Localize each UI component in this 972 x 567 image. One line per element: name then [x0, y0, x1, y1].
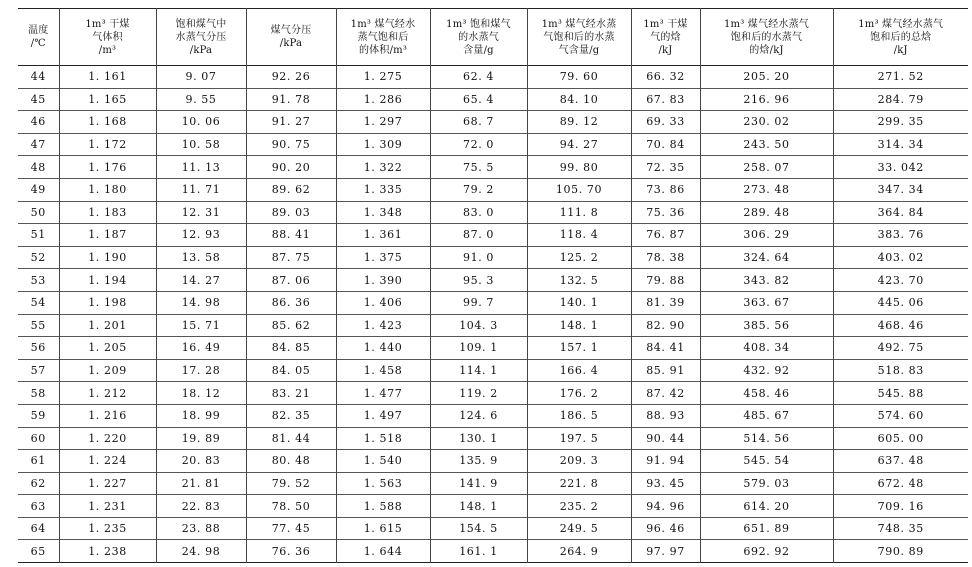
cell-vapor-enthalpy: 324. 64: [700, 246, 833, 269]
cell-vapor-partial-pressure: 11. 71: [156, 178, 246, 201]
cell-dry-gas-volume: 1. 183: [59, 201, 156, 224]
header-vapor-content-saturated: 1m³ 饱和煤气 的水蒸气 含量/g: [430, 9, 527, 66]
cell-dry-gas-volume: 1. 201: [59, 314, 156, 337]
cell-vapor-enthalpy: 485. 67: [700, 404, 833, 427]
cell-dry-gas-enthalpy: 73. 86: [631, 178, 700, 201]
cell-vapor-partial-pressure: 15. 71: [156, 314, 246, 337]
cell-vapor-partial-pressure: 12. 93: [156, 224, 246, 247]
cell-vapor-partial-pressure: 14. 27: [156, 269, 246, 292]
cell-gas-partial-pressure: 84. 05: [246, 359, 336, 382]
table-row: [18, 359, 968, 382]
cell-vapor-content-saturated: 109. 1: [430, 337, 527, 360]
cell-dry-gas-enthalpy: 66. 32: [631, 66, 700, 89]
header-vapor-partial-pressure: 饱和煤气中 水蒸气分压 /kPa: [156, 9, 246, 66]
cell-dry-gas-enthalpy: 91. 94: [631, 450, 700, 473]
cell-vapor-content-saturated: 161. 1: [430, 540, 527, 563]
cell-total-enthalpy: 545. 88: [833, 382, 968, 405]
cell-dry-gas-volume: 1. 224: [59, 450, 156, 473]
table-row: [18, 404, 968, 427]
cell-dry-gas-volume: 1. 205: [59, 337, 156, 360]
cell-dry-gas-volume: 1. 220: [59, 427, 156, 450]
cell-total-enthalpy: 790. 89: [833, 540, 968, 563]
cell-gas-partial-pressure: 78. 50: [246, 495, 336, 518]
cell-vapor-partial-pressure: 11. 13: [156, 156, 246, 179]
cell-vapor-content-after: 148. 1: [527, 314, 631, 337]
gas-saturation-table: [18, 8, 968, 563]
cell-total-enthalpy: 672. 48: [833, 472, 968, 495]
cell-vapor-enthalpy: 579. 03: [700, 472, 833, 495]
cell-gas-partial-pressure: 87. 75: [246, 246, 336, 269]
header-saturated-volume: 1m³ 煤气经水 蒸气饱和后 的体积/m³: [336, 9, 430, 66]
cell-vapor-content-saturated: 75. 5: [430, 156, 527, 179]
cell-vapor-partial-pressure: 24. 98: [156, 540, 246, 563]
cell-vapor-partial-pressure: 9. 07: [156, 66, 246, 89]
cell-total-enthalpy: 605. 00: [833, 427, 968, 450]
cell-vapor-content-after: 249. 5: [527, 517, 631, 540]
cell-gas-partial-pressure: 76. 36: [246, 540, 336, 563]
cell-dry-gas-enthalpy: 76. 87: [631, 224, 700, 247]
cell-dry-gas-volume: 1. 238: [59, 540, 156, 563]
cell-dry-gas-volume: 1. 227: [59, 472, 156, 495]
cell-vapor-content-saturated: 141. 9: [430, 472, 527, 495]
cell-dry-gas-enthalpy: 79. 88: [631, 269, 700, 292]
cell-saturated-volume: 1. 615: [336, 517, 430, 540]
cell-total-enthalpy: 284. 79: [833, 88, 968, 111]
cell-saturated-volume: 1. 540: [336, 450, 430, 473]
cell-gas-partial-pressure: 81. 44: [246, 427, 336, 450]
cell-total-enthalpy: 445. 06: [833, 291, 968, 314]
cell-vapor-enthalpy: 216. 96: [700, 88, 833, 111]
cell-saturated-volume: 1. 477: [336, 382, 430, 405]
cell-dry-gas-volume: 1. 180: [59, 178, 156, 201]
cell-saturated-volume: 1. 335: [336, 178, 430, 201]
cell-saturated-volume: 1. 497: [336, 404, 430, 427]
cell-vapor-content-saturated: 68. 7: [430, 111, 527, 134]
cell-vapor-enthalpy: 545. 54: [700, 450, 833, 473]
table-row: [18, 495, 968, 518]
cell-dry-gas-volume: 1. 209: [59, 359, 156, 382]
cell-temperature: 49: [30, 183, 46, 197]
header-vapor-enthalpy: 1m³ 煤气经水蒸气 饱和后的水蒸气 的焓/kJ: [700, 9, 833, 66]
table-body: [18, 66, 968, 563]
cell-vapor-content-saturated: 114. 1: [430, 359, 527, 382]
cell-temperature: 50: [30, 205, 46, 219]
cell-dry-gas-enthalpy: 96. 46: [631, 517, 700, 540]
table-row: [18, 314, 968, 337]
cell-saturated-volume: 1. 348: [336, 201, 430, 224]
cell-vapor-enthalpy: 343. 82: [700, 269, 833, 292]
cell-dry-gas-volume: 1. 172: [59, 133, 156, 156]
cell-vapor-enthalpy: 363. 67: [700, 291, 833, 314]
cell-vapor-partial-pressure: 21. 81: [156, 472, 246, 495]
cell-vapor-content-saturated: 99. 7: [430, 291, 527, 314]
cell-vapor-enthalpy: 205. 20: [700, 66, 833, 89]
table-header: [18, 9, 968, 66]
cell-total-enthalpy: 299. 35: [833, 111, 968, 134]
cell-vapor-partial-pressure: 13. 58: [156, 246, 246, 269]
cell-gas-partial-pressure: 82. 35: [246, 404, 336, 427]
cell-vapor-content-saturated: 91. 0: [430, 246, 527, 269]
cell-gas-partial-pressure: 83. 21: [246, 382, 336, 405]
cell-vapor-content-after: 79. 60: [527, 66, 631, 89]
cell-temperature: 58: [30, 386, 46, 400]
cell-dry-gas-enthalpy: 67. 83: [631, 88, 700, 111]
cell-vapor-partial-pressure: 23. 88: [156, 517, 246, 540]
cell-saturated-volume: 1. 361: [336, 224, 430, 247]
cell-temperature: 65: [30, 544, 46, 558]
header-row: [18, 9, 968, 66]
cell-vapor-content-after: 221. 8: [527, 472, 631, 495]
cell-gas-partial-pressure: 77. 45: [246, 517, 336, 540]
table-row: [18, 178, 968, 201]
cell-dry-gas-volume: 1. 212: [59, 382, 156, 405]
cell-dry-gas-volume: 1. 190: [59, 246, 156, 269]
cell-total-enthalpy: 468. 46: [833, 314, 968, 337]
cell-vapor-content-saturated: 154. 5: [430, 517, 527, 540]
cell-saturated-volume: 1. 390: [336, 269, 430, 292]
cell-dry-gas-enthalpy: 90. 44: [631, 427, 700, 450]
cell-total-enthalpy: 271. 52: [833, 66, 968, 89]
cell-vapor-content-after: 84. 10: [527, 88, 631, 111]
cell-vapor-content-after: 140. 1: [527, 291, 631, 314]
cell-temperature: 56: [30, 341, 46, 355]
cell-dry-gas-volume: 1. 198: [59, 291, 156, 314]
cell-dry-gas-volume: 1. 176: [59, 156, 156, 179]
cell-gas-partial-pressure: 92. 26: [246, 66, 336, 89]
cell-dry-gas-enthalpy: 84. 41: [631, 337, 700, 360]
cell-total-enthalpy: 347. 34: [833, 178, 968, 201]
cell-total-enthalpy: 709. 16: [833, 495, 968, 518]
table-row: [18, 291, 968, 314]
cell-gas-partial-pressure: 89. 03: [246, 201, 336, 224]
cell-vapor-partial-pressure: 10. 58: [156, 133, 246, 156]
cell-vapor-content-saturated: 130. 1: [430, 427, 527, 450]
cell-vapor-partial-pressure: 22. 83: [156, 495, 246, 518]
cell-total-enthalpy: 637. 48: [833, 450, 968, 473]
cell-vapor-enthalpy: 385. 56: [700, 314, 833, 337]
cell-vapor-partial-pressure: 19. 89: [156, 427, 246, 450]
cell-dry-gas-volume: 1. 161: [59, 66, 156, 89]
cell-dry-gas-enthalpy: 75. 36: [631, 201, 700, 224]
table-row: [18, 246, 968, 269]
cell-gas-partial-pressure: 88. 41: [246, 224, 336, 247]
cell-vapor-partial-pressure: 12. 31: [156, 201, 246, 224]
cell-vapor-content-after: 132. 5: [527, 269, 631, 292]
cell-temperature: 57: [30, 364, 46, 378]
cell-total-enthalpy: 492. 75: [833, 337, 968, 360]
table-row: [18, 540, 968, 563]
table-row: [18, 517, 968, 540]
cell-vapor-content-saturated: 62. 4: [430, 66, 527, 89]
table-row: [18, 472, 968, 495]
cell-dry-gas-enthalpy: 93. 45: [631, 472, 700, 495]
cell-dry-gas-enthalpy: 81. 39: [631, 291, 700, 314]
cell-vapor-enthalpy: 306. 29: [700, 224, 833, 247]
cell-gas-partial-pressure: 87. 06: [246, 269, 336, 292]
cell-total-enthalpy: 423. 70: [833, 269, 968, 292]
cell-dry-gas-volume: 1. 231: [59, 495, 156, 518]
cell-vapor-content-after: 209. 3: [527, 450, 631, 473]
cell-dry-gas-enthalpy: 94. 96: [631, 495, 700, 518]
cell-dry-gas-volume: 1. 187: [59, 224, 156, 247]
cell-vapor-content-saturated: 65. 4: [430, 88, 527, 111]
cell-vapor-partial-pressure: 18. 99: [156, 404, 246, 427]
cell-temperature: 59: [30, 409, 46, 423]
cell-total-enthalpy: 748. 35: [833, 517, 968, 540]
cell-vapor-content-saturated: 95. 3: [430, 269, 527, 292]
header-vapor-content-after: 1m³ 煤气经水蒸 气饱和后的水蒸 气含量/g: [527, 9, 631, 66]
cell-total-enthalpy: 403. 02: [833, 246, 968, 269]
cell-vapor-partial-pressure: 9. 55: [156, 88, 246, 111]
cell-vapor-content-after: 176. 2: [527, 382, 631, 405]
table-row: [18, 269, 968, 292]
cell-saturated-volume: 1. 406: [336, 291, 430, 314]
cell-saturated-volume: 1. 440: [336, 337, 430, 360]
cell-dry-gas-enthalpy: 88. 93: [631, 404, 700, 427]
cell-temperature: 63: [30, 499, 46, 513]
cell-gas-partial-pressure: 90. 75: [246, 133, 336, 156]
cell-total-enthalpy: 574. 60: [833, 404, 968, 427]
cell-vapor-content-after: 235. 2: [527, 495, 631, 518]
cell-saturated-volume: 1. 423: [336, 314, 430, 337]
cell-saturated-volume: 1. 375: [336, 246, 430, 269]
header-temperature: 温度 /℃: [28, 25, 49, 49]
table-row: [18, 111, 968, 134]
cell-vapor-enthalpy: 243. 50: [700, 133, 833, 156]
cell-saturated-volume: 1. 644: [336, 540, 430, 563]
cell-temperature: 54: [30, 296, 46, 310]
table-row: [18, 427, 968, 450]
cell-gas-partial-pressure: 85. 62: [246, 314, 336, 337]
cell-vapor-content-after: 264. 9: [527, 540, 631, 563]
cell-saturated-volume: 1. 297: [336, 111, 430, 134]
cell-vapor-partial-pressure: 14. 98: [156, 291, 246, 314]
cell-dry-gas-enthalpy: 85. 91: [631, 359, 700, 382]
cell-dry-gas-volume: 1. 165: [59, 88, 156, 111]
table-row: [18, 201, 968, 224]
cell-vapor-enthalpy: 458. 46: [700, 382, 833, 405]
cell-vapor-content-after: 166. 4: [527, 359, 631, 382]
table-row: [18, 133, 968, 156]
cell-gas-partial-pressure: 84. 85: [246, 337, 336, 360]
cell-dry-gas-enthalpy: 78. 38: [631, 246, 700, 269]
header-dry-gas-volume: 1m³ 干煤 气体积 /m³: [59, 9, 156, 66]
cell-gas-partial-pressure: 91. 78: [246, 88, 336, 111]
table-row: [18, 156, 968, 179]
table-row: [18, 450, 968, 473]
cell-vapor-content-saturated: 83. 0: [430, 201, 527, 224]
cell-vapor-enthalpy: 692. 92: [700, 540, 833, 563]
cell-vapor-enthalpy: 651. 89: [700, 517, 833, 540]
cell-total-enthalpy: 33. 042: [833, 156, 968, 179]
cell-dry-gas-enthalpy: 72. 35: [631, 156, 700, 179]
cell-vapor-enthalpy: 289. 48: [700, 201, 833, 224]
cell-vapor-content-after: 89. 12: [527, 111, 631, 134]
cell-total-enthalpy: 364. 84: [833, 201, 968, 224]
cell-dry-gas-enthalpy: 70. 84: [631, 133, 700, 156]
table-row: [18, 224, 968, 247]
cell-total-enthalpy: 518. 83: [833, 359, 968, 382]
cell-vapor-content-after: 94. 27: [527, 133, 631, 156]
cell-dry-gas-volume: 1. 194: [59, 269, 156, 292]
cell-temperature: 60: [30, 431, 46, 445]
cell-vapor-partial-pressure: 10. 06: [156, 111, 246, 134]
cell-vapor-content-saturated: 72. 0: [430, 133, 527, 156]
cell-vapor-content-after: 157. 1: [527, 337, 631, 360]
cell-temperature: 64: [30, 522, 46, 536]
cell-vapor-content-after: 118. 4: [527, 224, 631, 247]
cell-vapor-enthalpy: 230. 02: [700, 111, 833, 134]
cell-gas-partial-pressure: 79. 52: [246, 472, 336, 495]
cell-temperature: 52: [30, 251, 46, 265]
cell-dry-gas-enthalpy: 97. 97: [631, 540, 700, 563]
cell-temperature: 47: [30, 138, 46, 152]
cell-temperature: 51: [30, 228, 46, 242]
cell-vapor-content-saturated: 135. 9: [430, 450, 527, 473]
cell-temperature: 44: [30, 70, 46, 84]
cell-saturated-volume: 1. 286: [336, 88, 430, 111]
cell-vapor-content-after: 125. 2: [527, 246, 631, 269]
cell-dry-gas-enthalpy: 69. 33: [631, 111, 700, 134]
cell-vapor-content-saturated: 148. 1: [430, 495, 527, 518]
cell-vapor-content-after: 197. 5: [527, 427, 631, 450]
cell-vapor-content-after: 186. 5: [527, 404, 631, 427]
cell-dry-gas-volume: 1. 168: [59, 111, 156, 134]
cell-vapor-partial-pressure: 18. 12: [156, 382, 246, 405]
cell-vapor-enthalpy: 614. 20: [700, 495, 833, 518]
cell-vapor-content-after: 105. 70: [527, 178, 631, 201]
cell-saturated-volume: 1. 322: [336, 156, 430, 179]
cell-temperature: 53: [30, 273, 46, 287]
cell-gas-partial-pressure: 90. 20: [246, 156, 336, 179]
cell-gas-partial-pressure: 89. 62: [246, 178, 336, 201]
cell-vapor-content-saturated: 124. 6: [430, 404, 527, 427]
cell-vapor-enthalpy: 408. 34: [700, 337, 833, 360]
cell-vapor-content-saturated: 104. 3: [430, 314, 527, 337]
table-row: [18, 88, 968, 111]
table-row: [18, 382, 968, 405]
cell-vapor-enthalpy: 258. 07: [700, 156, 833, 179]
table-row: [18, 66, 968, 89]
header-dry-gas-enthalpy: 1m³ 干煤 气的焓 /kJ: [631, 9, 700, 66]
cell-vapor-partial-pressure: 16. 49: [156, 337, 246, 360]
cell-vapor-content-after: 111. 8: [527, 201, 631, 224]
cell-gas-partial-pressure: 91. 27: [246, 111, 336, 134]
cell-vapor-content-saturated: 119. 2: [430, 382, 527, 405]
cell-total-enthalpy: 314. 34: [833, 133, 968, 156]
table-row: [18, 337, 968, 360]
header-total-enthalpy: 1m³ 煤气经水蒸气 饱和后的总焓 /kJ: [833, 9, 968, 66]
cell-dry-gas-enthalpy: 87. 42: [631, 382, 700, 405]
cell-total-enthalpy: 383. 76: [833, 224, 968, 247]
cell-saturated-volume: 1. 458: [336, 359, 430, 382]
cell-vapor-content-saturated: 79. 2: [430, 178, 527, 201]
cell-vapor-content-saturated: 87. 0: [430, 224, 527, 247]
document-page: [18, 8, 968, 563]
cell-saturated-volume: 1. 518: [336, 427, 430, 450]
cell-dry-gas-volume: 1. 216: [59, 404, 156, 427]
cell-temperature: 61: [30, 454, 46, 468]
cell-vapor-partial-pressure: 17. 28: [156, 359, 246, 382]
header-gas-partial-pressure: 煤气分压 /kPa: [246, 9, 336, 66]
cell-saturated-volume: 1. 563: [336, 472, 430, 495]
cell-temperature: 46: [30, 115, 46, 129]
cell-saturated-volume: 1. 588: [336, 495, 430, 518]
cell-temperature: 55: [30, 318, 46, 332]
cell-temperature: 62: [30, 476, 46, 490]
cell-vapor-content-after: 99. 80: [527, 156, 631, 179]
cell-temperature: 45: [30, 92, 46, 106]
cell-saturated-volume: 1. 309: [336, 133, 430, 156]
cell-gas-partial-pressure: 86. 36: [246, 291, 336, 314]
cell-dry-gas-enthalpy: 82. 90: [631, 314, 700, 337]
cell-dry-gas-volume: 1. 235: [59, 517, 156, 540]
cell-vapor-enthalpy: 273. 48: [700, 178, 833, 201]
cell-vapor-enthalpy: 432. 92: [700, 359, 833, 382]
cell-temperature: 48: [30, 160, 46, 174]
cell-saturated-volume: 1. 275: [336, 66, 430, 89]
cell-gas-partial-pressure: 80. 48: [246, 450, 336, 473]
cell-vapor-partial-pressure: 20. 83: [156, 450, 246, 473]
cell-vapor-enthalpy: 514. 56: [700, 427, 833, 450]
